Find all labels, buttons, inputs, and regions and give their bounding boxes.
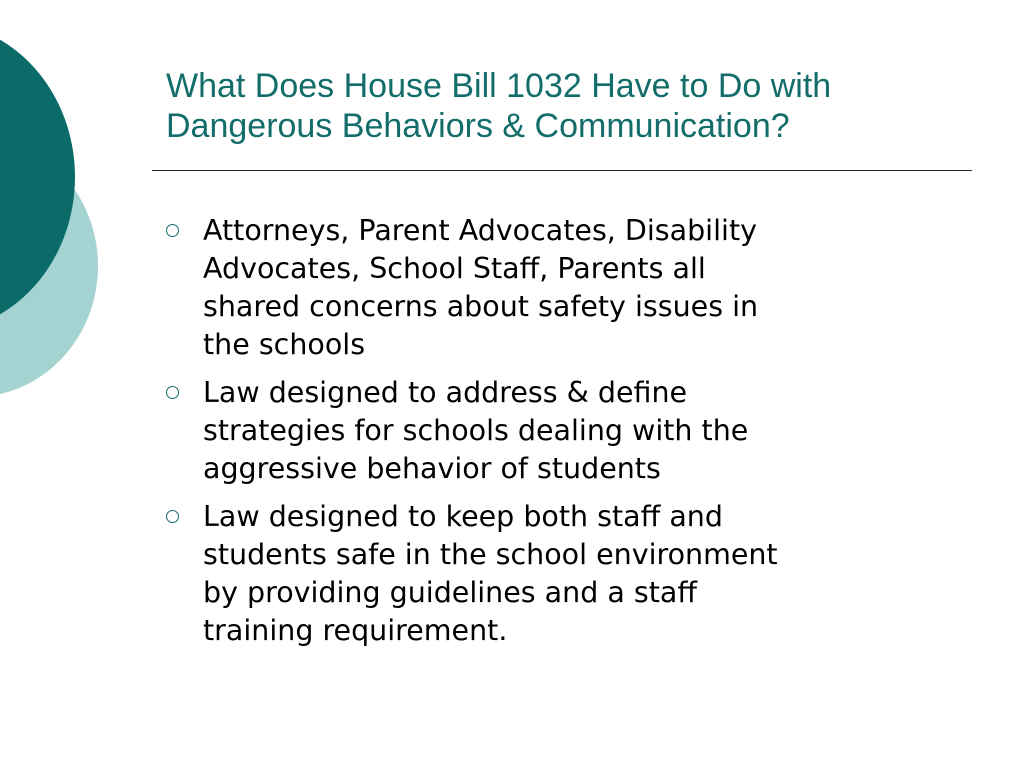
bullet-text <box>203 374 950 488</box>
title-divider <box>152 170 972 171</box>
slide-title <box>166 66 986 146</box>
bullet-line: Attorneys, Parent Advocates, Disability <box>203 214 757 247</box>
slide-title-line: Dangerous Behaviors & Communication? <box>166 107 790 145</box>
bullet-line: by providing guidelines and a staff <box>203 576 698 609</box>
slide-title-line: What Does House Bill 1032 Have to Do with <box>166 67 832 105</box>
bullet-item <box>160 212 950 364</box>
bullet-line: Advocates, School Staff, Parents all <box>203 252 706 285</box>
bullet-item <box>160 498 950 650</box>
bullet-line: students safe in the school environment <box>203 538 778 571</box>
bullet-text <box>203 212 950 364</box>
bullet-line: Law designed to address & define <box>203 376 688 409</box>
bullet-item <box>160 374 950 488</box>
bullet-text <box>203 498 950 650</box>
bullet-line: training requirement. <box>203 614 508 647</box>
hollow-circle-bullet-icon <box>166 386 179 399</box>
bullet-line: aggressive behavior of students <box>203 452 661 485</box>
hollow-circle-bullet-icon <box>166 224 179 237</box>
bullet-line: shared concerns about safety issues in <box>203 290 759 323</box>
bullet-list <box>160 212 950 660</box>
bullet-line: strategies for schools dealing with the <box>203 414 749 447</box>
bullet-line: Law designed to keep both staff and <box>203 500 723 533</box>
hollow-circle-bullet-icon <box>166 510 179 523</box>
bullet-line: the schools <box>203 328 366 361</box>
